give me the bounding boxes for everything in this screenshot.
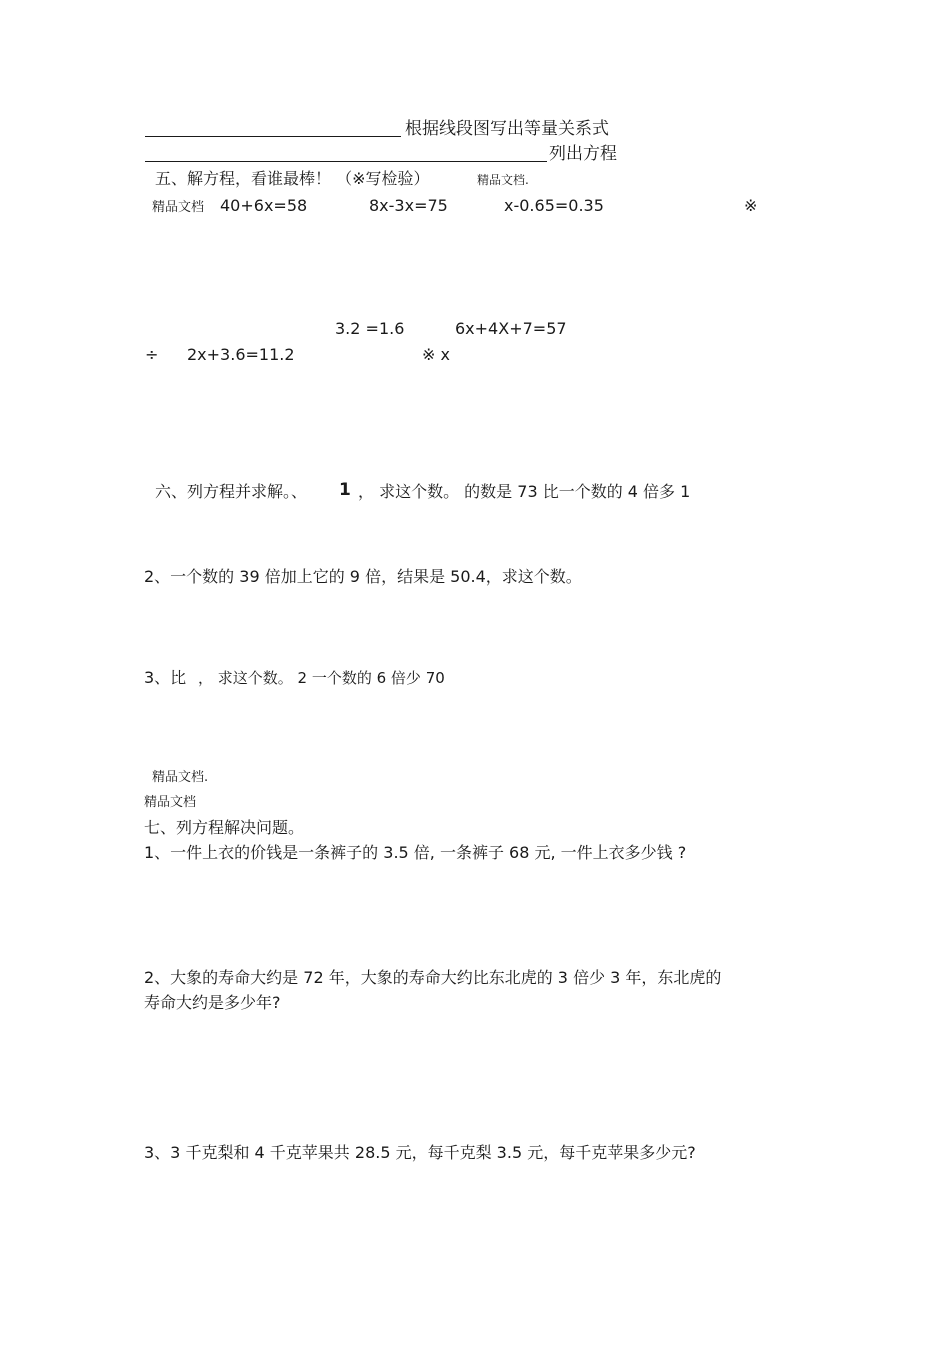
equation-5: 6x+4X+7=57 xyxy=(455,319,567,338)
section7-question-3: 3、3 千克梨和 4 千克苹果共 28.5 元，每千克梨 3.5 元，每千克苹果多少元? xyxy=(144,1143,696,1162)
section5-title: 五、解方程，看谁最棒！ （※写检验） xyxy=(155,169,430,188)
header-line-2: 列出方程 xyxy=(549,144,617,164)
section6-question-2: 2、一个数的 39 倍加上它的 9 倍，结果是 50.4，求这个数。 xyxy=(144,567,582,586)
section6-title-part2: ， 求这个数。 的数是 73 比一个数的 4 倍多 1 xyxy=(358,482,691,501)
section7-title: 七、列方程解决问题。 xyxy=(144,818,305,837)
division-sign: ÷ xyxy=(145,345,159,364)
reference-mark-1: ※ xyxy=(744,196,758,215)
section7-question-1: 1、一件上衣的价钱是一条裤子的 3.5 倍, 一条裤子 68 元, 一件上衣多少钱 ? xyxy=(144,843,687,862)
blank-line-1 xyxy=(145,136,401,137)
watermark-2: 精品文档 xyxy=(144,795,197,810)
section6-question-3-b: ， 求这个数。 2 一个数的 6 倍少 70 xyxy=(198,669,445,687)
watermark-inline: 精品文档. xyxy=(477,173,529,187)
equation-1: 40+6x=58 xyxy=(220,196,308,215)
equation-2: 8x-3x=75 xyxy=(369,196,448,215)
row1-prefix: 精品文档 xyxy=(152,200,205,215)
reference-mark-2: ※ x xyxy=(422,345,450,364)
section6-number-1: 1 xyxy=(339,480,351,500)
section7-question-2-line-1: 2、大象的寿命大约是 72 年，大象的寿命大约比东北虎的 3 倍少 3 年，东北虎的 xyxy=(144,968,722,987)
section6-question-3-a: 3、比 xyxy=(144,668,187,687)
watermark-1: 精品文档. xyxy=(152,770,209,785)
section7-question-2-line-2: 寿命大约是多少年? xyxy=(144,993,281,1012)
blank-line-2 xyxy=(145,161,547,162)
equation-4: 3.2 =1.6 xyxy=(335,319,405,338)
equation-3: x-0.65=0.35 xyxy=(504,196,604,215)
equation-6: 2x+3.6=11.2 xyxy=(187,345,295,364)
section6-title-part1: 六、列方程并求解。、 xyxy=(155,482,308,501)
header-line-1: 根据线段图写出等量关系式 xyxy=(405,119,609,139)
